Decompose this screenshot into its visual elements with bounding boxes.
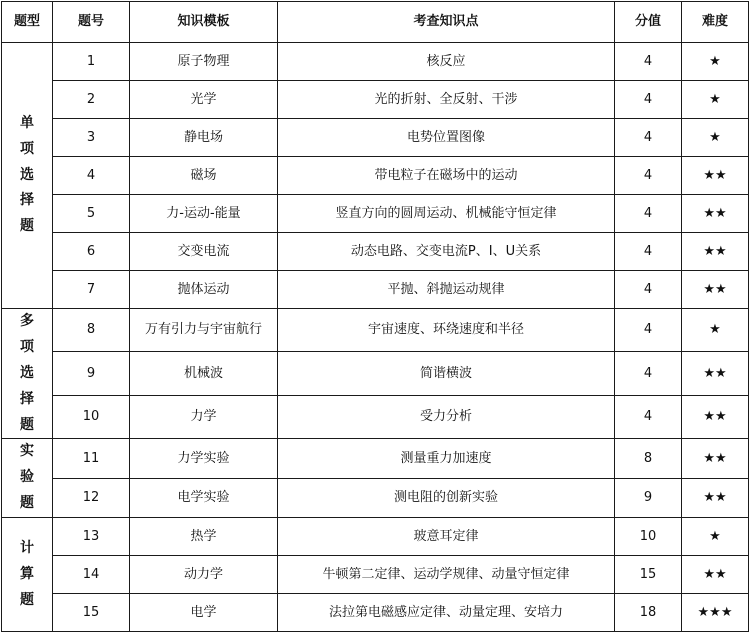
score-cell: 9 (615, 478, 682, 517)
knowledge-point-cell: 平抛、斜抛运动规律 (278, 271, 615, 309)
difficulty-cell: ★★ (682, 352, 749, 395)
table-row (2, 233, 749, 271)
header-score: 分值 (615, 2, 682, 43)
question-type-char: 项 (20, 140, 34, 157)
knowledge-module-cell: 热学 (130, 518, 278, 556)
table-row (2, 518, 749, 556)
score-cell: 4 (615, 309, 682, 352)
question-number-cell: 3 (53, 119, 130, 157)
table-row (2, 439, 749, 478)
score-cell: 4 (615, 43, 682, 81)
score-cell: 4 (615, 233, 682, 271)
question-number-cell: 14 (53, 556, 130, 594)
knowledge-point-cell: 动态电路、交变电流P、I、U关系 (278, 233, 615, 271)
knowledge-point-cell: 测量重力加速度 (278, 439, 615, 478)
score-cell: 4 (615, 352, 682, 395)
difficulty-cell: ★★★ (682, 594, 749, 632)
table-row (2, 309, 749, 352)
question-type-cell (2, 518, 53, 632)
knowledge-module-cell: 磁场 (130, 157, 278, 195)
question-type-char: 题 (20, 416, 34, 433)
question-type-char: 题 (20, 495, 34, 512)
exam-analysis-table (1, 1, 749, 632)
knowledge-module-cell: 静电场 (130, 119, 278, 157)
score-cell: 10 (615, 518, 682, 556)
header-module: 知识模板 (130, 2, 278, 43)
knowledge-module-cell: 原子物理 (130, 43, 278, 81)
difficulty-cell: ★ (682, 309, 749, 352)
table-row (2, 271, 749, 309)
header-difficulty: 难度 (682, 2, 749, 43)
score-cell: 4 (615, 195, 682, 233)
knowledge-point-cell: 受力分析 (278, 395, 615, 438)
question-number-cell: 2 (53, 81, 130, 119)
difficulty-cell: ★★ (682, 478, 749, 517)
knowledge-module-cell: 力-运动-能量 (130, 195, 278, 233)
header-knowledge-point: 考查知识点 (278, 2, 615, 43)
table-row (2, 157, 749, 195)
score-cell: 8 (615, 439, 682, 478)
knowledge-point-cell: 测电阻的创新实验 (278, 478, 615, 517)
question-type-cell (2, 439, 53, 518)
difficulty-cell: ★ (682, 81, 749, 119)
difficulty-cell: ★★ (682, 439, 749, 478)
question-type-char: 题 (20, 591, 34, 608)
difficulty-cell: ★★ (682, 195, 749, 233)
knowledge-module-cell: 万有引力与宇宙航行 (130, 309, 278, 352)
question-number-cell: 10 (53, 395, 130, 438)
knowledge-module-cell: 动力学 (130, 556, 278, 594)
question-number-cell: 12 (53, 478, 130, 517)
question-number-cell: 7 (53, 271, 130, 309)
knowledge-point-cell: 简谐横波 (278, 352, 615, 395)
question-type-char: 实 (20, 443, 34, 460)
question-type-cell (2, 309, 53, 439)
difficulty-cell: ★★ (682, 157, 749, 195)
knowledge-module-cell: 电学 (130, 594, 278, 632)
table-row (2, 352, 749, 395)
table-row (2, 478, 749, 517)
knowledge-module-cell: 力学实验 (130, 439, 278, 478)
knowledge-point-cell: 宇宙速度、环绕速度和半径 (278, 309, 615, 352)
knowledge-module-cell: 光学 (130, 81, 278, 119)
knowledge-module-cell: 机械波 (130, 352, 278, 395)
table-row (2, 81, 749, 119)
question-number-cell: 13 (53, 518, 130, 556)
difficulty-cell: ★ (682, 43, 749, 81)
score-cell: 4 (615, 81, 682, 119)
question-type-char: 选 (20, 364, 34, 381)
score-cell: 18 (615, 594, 682, 632)
question-number-cell: 11 (53, 439, 130, 478)
question-type-char: 项 (20, 338, 34, 355)
knowledge-module-cell: 电学实验 (130, 478, 278, 517)
question-type-char: 计 (20, 539, 34, 556)
question-number-cell: 5 (53, 195, 130, 233)
question-number-cell: 9 (53, 352, 130, 395)
score-cell: 4 (615, 395, 682, 438)
score-cell: 4 (615, 157, 682, 195)
knowledge-point-cell: 光的折射、全反射、干涉 (278, 81, 615, 119)
question-number-cell: 8 (53, 309, 130, 352)
difficulty-cell: ★★ (682, 395, 749, 438)
table-header-row (2, 2, 749, 43)
header-number: 题号 (53, 2, 130, 43)
table-body (2, 43, 749, 632)
table-row (2, 556, 749, 594)
knowledge-point-cell: 竖直方向的圆周运动、机械能守恒定律 (278, 195, 615, 233)
question-type-char: 多 (20, 313, 34, 329)
table-row (2, 119, 749, 157)
table-row (2, 395, 749, 438)
question-type-char: 择 (20, 192, 34, 209)
question-number-cell: 1 (53, 43, 130, 81)
question-type-char: 题 (20, 218, 34, 235)
difficulty-cell: ★ (682, 518, 749, 556)
knowledge-point-cell: 电势位置图像 (278, 119, 615, 157)
question-number-cell: 4 (53, 157, 130, 195)
question-type-char: 择 (20, 390, 34, 407)
knowledge-point-cell: 牛顿第二定律、运动学规律、动量守恒定律 (278, 556, 615, 594)
question-type-char: 算 (20, 565, 34, 582)
knowledge-module-cell: 交变电流 (130, 233, 278, 271)
knowledge-module-cell: 抛体运动 (130, 271, 278, 309)
table-row (2, 43, 749, 81)
question-type-char: 选 (20, 166, 34, 183)
difficulty-cell: ★★ (682, 271, 749, 309)
knowledge-module-cell: 力学 (130, 395, 278, 438)
difficulty-cell: ★ (682, 119, 749, 157)
score-cell: 15 (615, 556, 682, 594)
score-cell: 4 (615, 271, 682, 309)
table-row (2, 594, 749, 632)
question-number-cell: 6 (53, 233, 130, 271)
difficulty-cell: ★★ (682, 556, 749, 594)
knowledge-point-cell: 法拉第电磁感应定律、动量定理、安培力 (278, 594, 615, 632)
question-type-char: 验 (20, 469, 34, 486)
question-number-cell: 15 (53, 594, 130, 632)
question-type-char: 单 (20, 114, 34, 131)
header-type: 题型 (2, 2, 53, 43)
knowledge-point-cell: 带电粒子在磁场中的运动 (278, 157, 615, 195)
question-type-cell (2, 43, 53, 309)
knowledge-point-cell: 核反应 (278, 43, 615, 81)
knowledge-point-cell: 玻意耳定律 (278, 518, 615, 556)
difficulty-cell: ★★ (682, 233, 749, 271)
score-cell: 4 (615, 119, 682, 157)
table-row (2, 195, 749, 233)
